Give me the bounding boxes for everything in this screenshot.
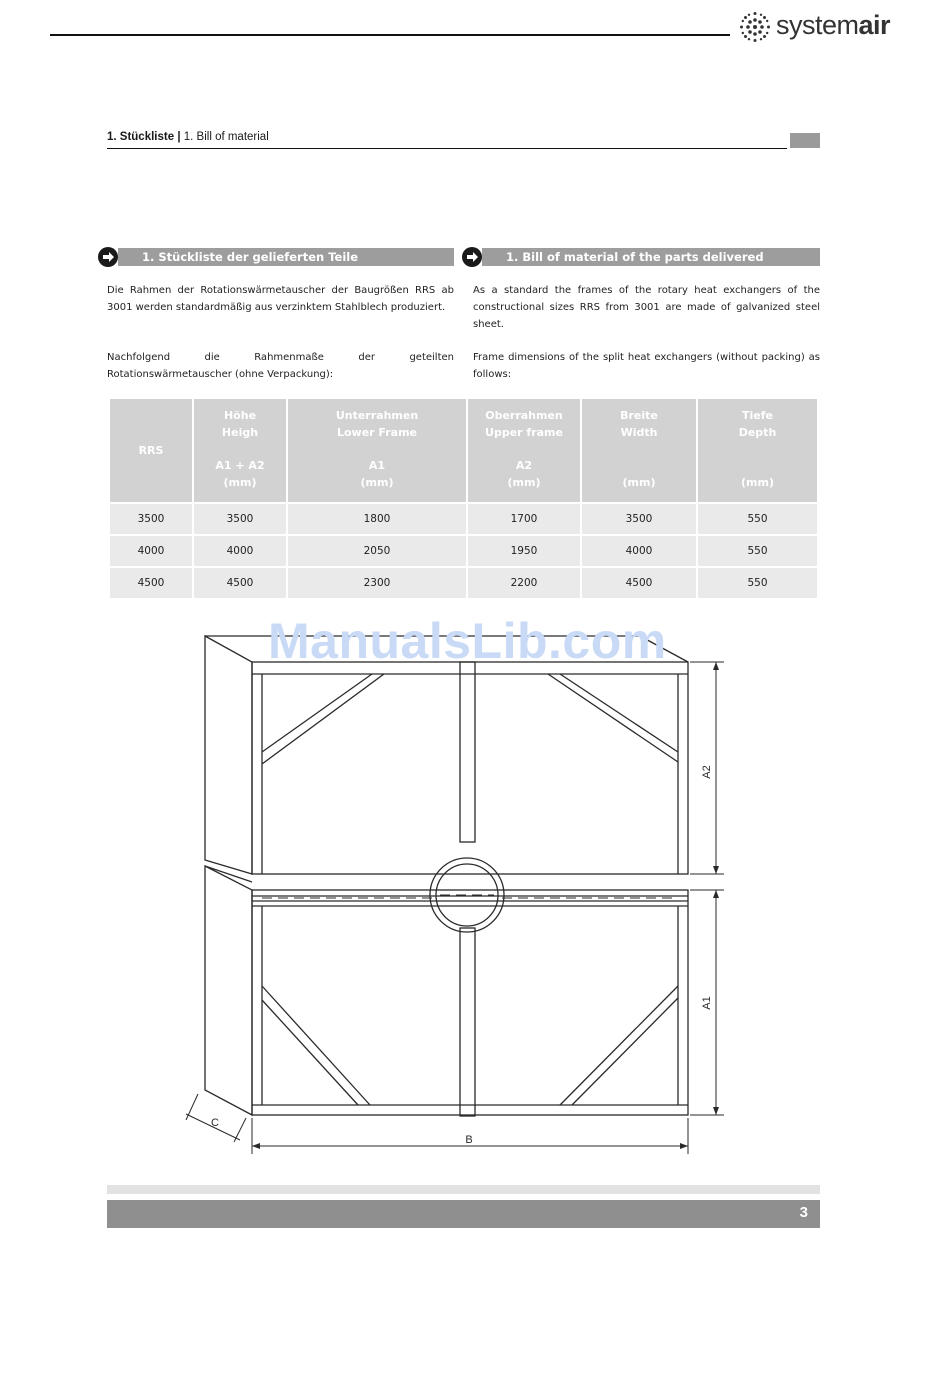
table-cell: 1950	[468, 536, 580, 566]
section-title	[107, 131, 269, 143]
dimension-label-a1: A1	[701, 996, 713, 1010]
table-header-width: Breite Width (mm)	[582, 399, 696, 502]
section-title-en: 1. Bill of material	[183, 131, 269, 143]
frame-dimensions-table	[108, 397, 819, 600]
english-heading-bar	[482, 248, 820, 266]
footer-bar	[107, 1200, 820, 1228]
table-cell: 4000	[194, 536, 286, 566]
arrow-right-icon	[462, 247, 482, 267]
german-paragraph-1: Die Rahmen der Rotationswärmetauscher der Baugrößen RRS ab 3001 werden standardmäßig aus verzinktem Stahlblech produziert.	[107, 285, 454, 313]
table-row	[110, 536, 817, 566]
table-header-upper-frame: Oberrahmen Upper frame A2 (mm)	[468, 399, 580, 502]
systemair-logo-icon	[738, 10, 772, 44]
table-cell: 2200	[468, 568, 580, 598]
upper-center-post	[460, 662, 475, 842]
table-header-depth: Tiefe Depth (mm)	[698, 399, 817, 502]
table-cell: 4000	[110, 536, 192, 566]
table-cell: 4500	[194, 568, 286, 598]
table-header-lower-frame: Unterrahmen Lower Frame A1 (mm)	[288, 399, 466, 502]
section-rule	[107, 148, 787, 149]
table-cell: 3500	[194, 504, 286, 534]
table-cell: 3500	[110, 504, 192, 534]
table-row	[110, 504, 817, 534]
english-heading: 1. Bill of material of the parts delivered	[506, 250, 764, 264]
table-row	[110, 568, 817, 598]
table-cell: 3500	[582, 504, 696, 534]
german-heading-bar	[118, 248, 454, 266]
watermark: ManualsLib.com	[268, 613, 667, 669]
dimension-label-b: B	[465, 1134, 473, 1146]
lower-frame-outer	[252, 890, 688, 1115]
table-cell: 2300	[288, 568, 466, 598]
dimension-label-c: C	[211, 1117, 219, 1129]
section-title-de: 1. Stückliste	[107, 131, 175, 143]
table-cell: 4000	[582, 536, 696, 566]
upper-side-panel	[205, 636, 252, 874]
table-cell: 4500	[110, 568, 192, 598]
table-cell: 1800	[288, 504, 466, 534]
table-header-rrs: RRS	[110, 399, 192, 502]
table-cell: 550	[698, 568, 817, 598]
page-number: 3	[799, 1204, 808, 1221]
english-paragraph-1: As a standard the frames of the rotary heat exchangers of the constructional sizes RRS from 3001 are made of galvanized steel sheet.	[473, 285, 820, 330]
german-paragraph-2: Nachfolgend die Rahmenmaße der geteilten Rotationswärmetauscher (ohne Verpackung):	[107, 352, 454, 380]
footer-light-bar	[107, 1185, 820, 1194]
english-paragraph-2: Frame dimensions of the split heat exchangers (without packing) as follows:	[473, 352, 820, 380]
table-cell: 2050	[288, 536, 466, 566]
brand-name: systemair	[776, 10, 891, 40]
table-cell: 4500	[582, 568, 696, 598]
table-header-row	[110, 399, 817, 502]
lower-side-panel	[205, 866, 252, 1115]
split-frame-drawing	[170, 625, 740, 1165]
table-cell: 1700	[468, 504, 580, 534]
lower-center-post	[460, 928, 475, 1116]
arrow-right-icon	[98, 247, 118, 267]
header-rule	[50, 34, 730, 36]
german-heading: 1. Stückliste der gelieferten Teile	[142, 250, 359, 264]
section-title-separator: |	[177, 131, 181, 143]
section-marker	[790, 133, 820, 148]
table-header-height: Höhe Heigh A1 + A2 (mm)	[194, 399, 286, 502]
table-cell: 550	[698, 536, 817, 566]
dimension-label-a2: A2	[701, 765, 713, 779]
table-cell: 550	[698, 504, 817, 534]
